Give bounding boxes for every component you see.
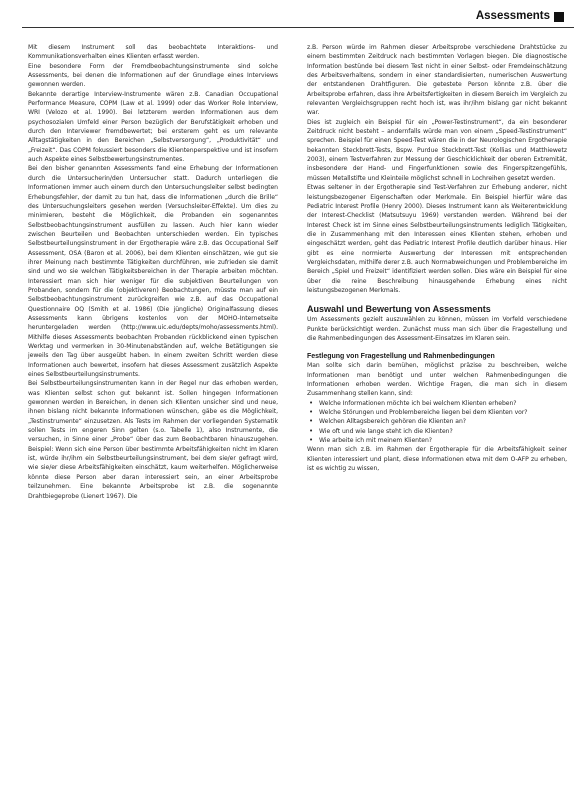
paragraph: Mit diesem Instrument soll das beobachtete Interaktions- und Kommunikationsverhalten eines Klienten erfasst werden. bbox=[28, 44, 278, 61]
paragraph: Man sollte sich darin bemühen, möglichst präzise zu beschreiben, welche Informationen man benötigt und unter welchen Rahmenbedingungen die Informationen erhoben werden. Wichtige Fragen, die man sich in diesem Zusammenhang stellen kann, sind: bbox=[307, 362, 567, 398]
right-column bbox=[307, 43, 567, 473]
section-heading: Auswahl und Bewertung von Assessments bbox=[307, 304, 491, 315]
header-rule bbox=[22, 27, 574, 28]
list-item: • Welchen Alltagsbereich gehören die Klienten an? bbox=[307, 417, 567, 426]
list-item: • Welche Informationen möchte ich bei welchem Klienten erheben? bbox=[307, 399, 567, 408]
list-item: • Wie arbeite ich mit meinem Klienten? bbox=[307, 436, 567, 445]
running-header-title: Assessments bbox=[475, 10, 550, 22]
list-item: • Welche Störungen und Problembereiche liegen bei dem Klienten vor? bbox=[307, 408, 567, 417]
subsection-heading: Festlegung von Fragestellung und Rahmenbedingungen bbox=[307, 353, 495, 361]
header-square-marker bbox=[554, 12, 564, 22]
paragraph: Etwas seltener in der Ergotherapie sind Test-Verfahren zur Erhebung anderer, nicht leistungsbezogener Eigenschaften oder Merkmale. Ein Beispiel hierfür wäre das Pediatric Interest Profile (Henry 2000). Dieses Instrument kann als Weiterentwicklung der Interest-Checklist (Matsutsuyu 1969) verstanden werden. Während bei der Interest Check ist im Sinne eines Selbstbeurteilungsinstruments lediglich Tätigkeiten, die in Zusammenhang mit den Interessen eines Klienten stehen, erhoben und eingeschätzt werden, geht das Pediatric Interest Profile deutlich darüber hinaus. Hier gibt es eine normierte Auswertung der Interessen mit entsprechenden Vergleichsdaten, mithilfe derer z.B. auch Normabweichungen und Problembereiche im Bereich „Spiel und Freizeit“ identifiziert werden sollen. Dies wäre ein Beispiel für eine über die reine Beschreibung hinausgehende Erhebung eines nicht leistungsbezogenen Merkmals. bbox=[307, 184, 567, 294]
paragraph: Bei Selbstbeurteilungsinstrumenten kann in der Regel nur das erhoben werden, was Klienten selbst schon gut bekannt ist. Sollen hingegen Informationen gewonnen werden in Bereichen, in denen sich Klienten unsicher sind und neue, ihnen bislang nicht bekannte Informationen wünschen, gäbe es die Möglichkeit, „Testinstrumente“ einzusetzen. Als Tests im Rahmen der vorliegenden Systematik sollen Tests im engeren Sinn gelten (s.o. Tabelle 1), also Instrumente, die versuchen, in Sinne einer „Probe“ über das zum Beobachtbaren hinauszugehen. Beispiel: Wenn sich eine Person über bestimmte Arbeitsfähigkeiten nicht im Klaren ist, würde ihr/ihm ein Selbstbeurteilungsinstrument, bei dem sie/er gefragt wird, wie sie/er diese Arbeitsfähigkeiten einschätzt, kaum weiterhelfen. Möglicherweise könnte diese Person aber daran interessiert sein, an einer Arbeitsprobe teilzunehmen. Eine bekannte Arbeitsprobe ist z.B. die sogenannte Drahtbiegeprobe (Lienert 1967). Die bbox=[28, 380, 278, 500]
list-item: • Wie oft und wie lange steht ich die Klienten? bbox=[307, 427, 567, 436]
paragraph: Bei den bisher genannten Assessments fand eine Erhebung der Informationen durch die Untersucherin/den Untersucher statt. Dadurch unterliegen die Informationen immer auch einem durch den Untersuchungsleiter selbst bedingten Erhebungsfehler, der damit zu tun hat, dass die Informationen „durch die Brille“ des Untersuchungsleiters gesehen werden (Versuchsleiter-Effekte). Um dies zu minimieren, besteht die Möglichkeit, die Probanden ein sogenanntes Selbstbeobachtungsinstrument ausfüllen zu lassen. Auch hier kann wieder zwischen Beurteilen und Beobachten unterschieden werden. Ein typisches Selbstbeurteilungsinstrument in der Ergotherapie wäre z.B. das Occupational Self Assessment, OSA (Baron et al. 2006), bei dem Klienten einschätzen, wie gut sie ihrer Meinung nach bestimmte Tätigkeiten durchführen, wie zufrieden sie damit sind und wo sie welchen Tätigkeitsbereichen in der Therapie arbeiten möchten. Interessiert man sich hier weniger für die subjektiven Beurteilungen von Probanden, sondern für die (objektiveren) Beobachtungen, müsste man auf ein Selbstbeobachtungsinstrument zurückgreifen wie z.B. auf das Occupational Questionnaire OQ (Smith et al. 1986) (Die jüngliche) Originalfassung dieses Assessments kann übrigens kostenlos von der MOHO-Internetseite heruntergeladen werden (http://www.uic.edu/depts/moho/assessments.html). Mithilfe dieses Assessments beobachten Probanden rückblickend einen typischen Werktag und vermerken in 30-Minutenabständen auf, welche Betätigungen sie jeweils den Tag über ausgeübt haben. In einem zweiten Schritt werden diese Informationen auch bewertet, insofern hat dieses Assessment zusätzlich Aspekte eines Selbstbeurteilungsinstruments. bbox=[28, 165, 278, 379]
paragraph: Dies ist zugleich ein Beispiel für ein „Power-Testinstrument“, da ein besonderer Zeitdruck nicht besteht – andernfalls würde man von einem „Speed-Testinstrument“ sprechen. Beispiel für einen Speed-Test wären die in der Neurologischen Ergotherapie bekannten Steckbrett-Tests, Bspw. Purdue Steckbrett-Test (Kollias und Matthiewetz 2003), einem Testverfahren zur Messung der Geschicklichkeit der oberen Extremität, insbesondere der Hand- und Fingerfunktionen sowie des Fingerspitzengefühls, müssen Metallstifte und Kleinteile möglichst schnell in Lochreihen gesetzt werden. bbox=[307, 118, 567, 182]
paragraph: Um Assessments gezielt auszuwählen zu können, müssen im Vorfeld verschiedene Punkte berücksichtigt werden. Zunächst muss man sich über die Fragestellung und die Rahmenbedingungen des Assessment-Einsatzes im Klaren sein. bbox=[307, 316, 567, 342]
question-list bbox=[307, 399, 567, 446]
paragraph: Eine besondere Form der Fremdbeobachtungsinstrumente sind solche Assessments, bei denen die Informationen auf der Grundlage eines Interviews gewonnen werden. bbox=[28, 62, 278, 89]
paragraph: z.B. Person würde im Rahmen dieser Arbeitsprobe verschiedene Drahtstücke zu einem bestimmten Zeitdruck nach bestimmten Vorlagen biegen. Die diagnostische Information bestünde bei diesem Test nicht in einer Selbst- oder Fremdeinschätzung des Arbeitsverhaltens, sondern in einer standardisierten, numerischen Auswertung der entstandenen Drahtfiguren. Die getestete Person könnte z.B. über die Arbeitsprobe erfahren, dass ihre Arbeitsfertigkeiten in diesem Bereich im Vergleich zu relevanten Vergleichsgruppen recht hoch ist, was ihr/ihm bislang gar nicht bekannt war. bbox=[307, 44, 567, 117]
paragraph: Bekannte derartige Interview-Instrumente wären z.B. Canadian Occupational Performance Measure, COPM (Law et al. 1999) oder das Worker Role Interview, WRI (Velozo et al. 1990). Bei letzterem werden Informationen aus dem psychosozialen Umfeld einer Person bezüglich der Berufstätigkeit erhoben und durch den Interviewer fremdbewertet; bei ersterem geht es um relevante Alltagstätigkeiten in den Bereichen „Selbstversorgung“, „Produktivität“ und „Freizeit“. Das COPM fokussiert besonders die Klientenperspektive und ist insofern auch Aspekte eines Selbstbewertungsinstrumentes. bbox=[28, 90, 278, 164]
paragraph: Wenn man sich z.B. im Rahmen der Ergotherapie für die Arbeitsfähigkeit seiner Klienten interessiert und plant, diese Informationen etwa mit dem O-AFP zu erheben, ist es wichtig zu wissen, bbox=[307, 446, 567, 473]
left-column bbox=[28, 43, 278, 501]
